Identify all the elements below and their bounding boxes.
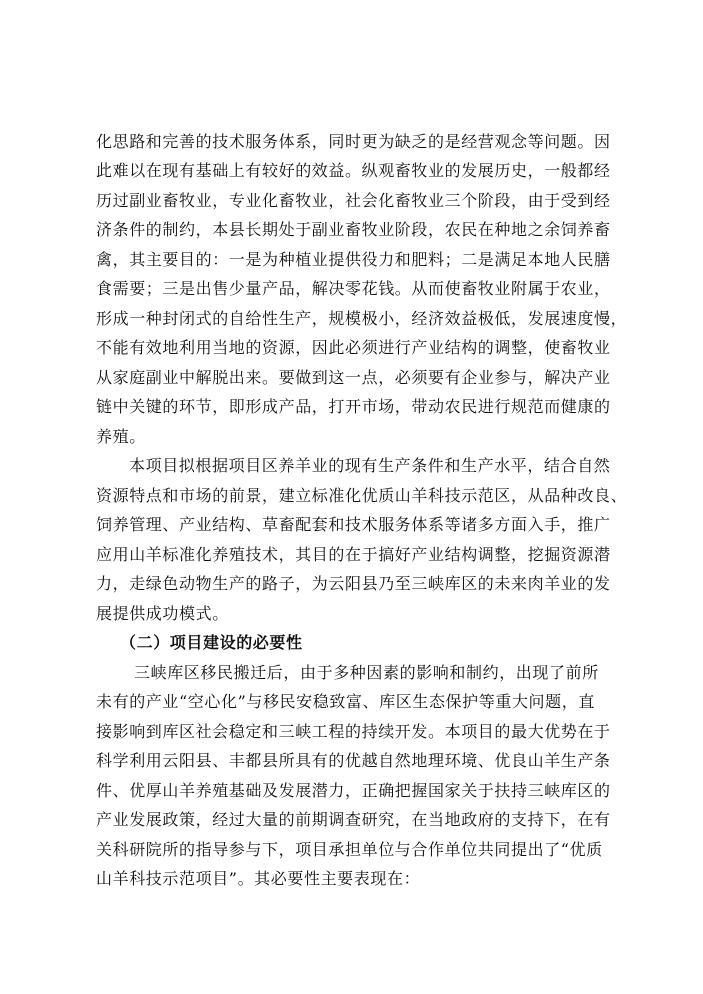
paragraph-2-line-4: 应用山羊标准化养殖技术，其目的在于搞好产业结构调整，挖掘资源潜 xyxy=(96,545,611,564)
paragraph-2-line-5: 力，走绿色动物生产的路子，为云阳县乃至三峡库区的未来肉羊业的发 xyxy=(96,574,611,593)
paragraph-3-line-6: 产业发展政策，经过大量的前期调查研究，在当地政府的支持下，在有 xyxy=(96,810,611,829)
paragraph-1-line-7: 形成一种封闭式的自给性生产，规模极小，经济效益极低，发展速度慢， xyxy=(96,309,628,328)
paragraph-2-line-6: 展提供成功模式。 xyxy=(96,604,229,623)
paragraph-3-line-1: 三峡库区移民搬迁后，由于多种因素的影响和制约，出现了前所 xyxy=(134,663,599,682)
paragraph-1-line-6: 食需要；三是出售少量产品，解决零花钱。从而使畜牧业附属于农业， xyxy=(96,279,611,298)
paragraph-1-line-11: 养殖。 xyxy=(96,427,146,446)
section-heading: （二）项目建设的必要性 xyxy=(120,633,303,652)
paragraph-1-line-5: 禽，其主要目的：一是为种植业提供役力和肥料；二是满足本地人民膳 xyxy=(96,250,611,269)
paragraph-1-line-4: 济条件的制约，本县长期处于副业畜牧业阶段，农民在种地之余饲养畜 xyxy=(96,220,611,239)
paragraph-2-line-2: 资源特点和市场的前景，建立标准化优质山羊科技示范区，从品种改良、 xyxy=(96,486,628,505)
paragraph-1-line-8: 不能有效地利用当地的资源，因此必须进行产业结构的调整，使畜牧业 xyxy=(96,338,611,357)
paragraph-1-line-2: 此难以在现有基础上有较好的效益。纵观畜牧业的发展历史，一般都经 xyxy=(96,161,611,180)
paragraph-1-line-3: 历过副业畜牧业，专业化畜牧业，社会化畜牧业三个阶段，由于受到经 xyxy=(96,191,611,210)
paragraph-3-line-4: 科学利用云阳县、丰都县所具有的优越自然地理环境、优良山羊生产条 xyxy=(96,751,611,770)
paragraph-2-line-1: 本项目拟根据项目区养羊业的现有生产条件和生产水平，结合自然 xyxy=(129,456,611,475)
paragraph-3-line-3: 接影响到库区社会稳定和三峡工程的持续开发。本项目的最大优势在于 xyxy=(96,722,611,741)
paragraph-1-line-1: 化思路和完善的技术服务体系，同时更为缺乏的是经营观念等问题。因 xyxy=(96,132,611,151)
paragraph-3-line-5: 件、优厚山羊养殖基础及发展潜力，正确把握国家关于扶持三峡库区的 xyxy=(96,781,611,800)
paragraph-3-line-8: 山羊科技示范项目”。其必要性主要表现在： xyxy=(96,869,421,888)
paragraph-3-line-7: 关科研院所的指导参与下，项目承担单位与合作单位共同提出了“优质 xyxy=(96,840,603,859)
paragraph-3-line-2: 未有的产业“空心化”与移民安稳致富、库区生态保护等重大问题，直 xyxy=(96,692,595,711)
paragraph-2-line-3: 饲养管理、产业结构、草畜配套和技术服务体系等诸多方面入手，推广 xyxy=(96,515,611,534)
paragraph-1-line-9: 从家庭副业中解脱出来。要做到这一点，必须要有企业参与，解决产业 xyxy=(96,368,611,387)
paragraph-1-line-10: 链中关键的环节，即形成产品，打开市场，带动农民进行规范而健康的 xyxy=(96,397,611,416)
